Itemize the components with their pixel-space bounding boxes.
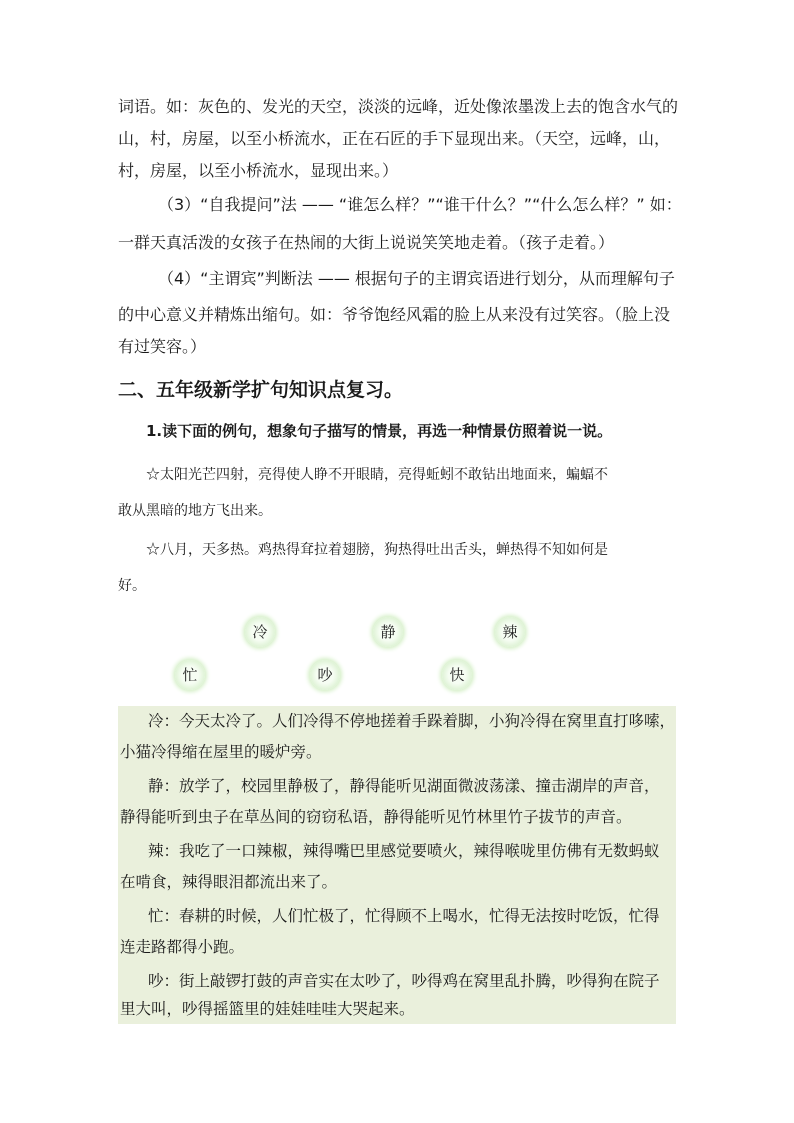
method4-line-1: （4）“主谓宾”判断法 —— 根据句子的主谓宾语进行划分，从而理解句子 [158,269,675,288]
bubble-spicy: 辣 [495,617,525,647]
answer-cold-line-2: 小猫冷得缩在屋里的暖炉旁。 [120,743,322,761]
method3-line-1: （3）“自我提问”法 —— “谁怎么样？”“谁干什么？”“什么怎么样？” 如： [158,195,682,214]
method4-line-2: 的中心意义并精炼出缩句。如：爷爷饱经风霜的脸上从来没有过笑容。（脸上没 [118,305,671,324]
section-title: 二、五年级新学扩句知识点复习。 [118,379,404,401]
task-instruction: 1.读下面的例句，想象句子描写的情景，再选一种情景仿照着说一说。 [146,422,613,440]
example-2-line-1: ☆八月，天多热。鸡热得耷拉着翅膀，狗热得吐出舌头，蝉热得不知如何是 [146,542,608,558]
answer-quiet-line-2: 静得能听到虫子在草丛间的窃窃私语，静得能听见竹林里竹子拔节的声音。 [120,808,632,826]
answer-busy-line-1: 忙：春耕的时候，人们忙极了，忙得顾不上喝水，忙得无法按时吃饭，忙得 [148,907,660,925]
method3-line-2: 一群天真活泼的女孩子在热闹的大街上说说笑笑地走着。（孩子走着。） [118,233,615,252]
example-2-line-2: 好。 [118,578,146,594]
answer-busy-line-2: 连走路都得小跑。 [120,938,245,956]
bubble-cold: 冷 [245,617,275,647]
intro-line-3: 村，房屋，以至小桥流水，显现出来。） [118,161,399,180]
bubble-noisy: 吵 [310,660,340,690]
intro-line-2: 山，村，房屋，以至小桥流水，正在石匠的手下显现出来。（天空，远峰，山， [118,129,671,148]
example-1-line-1: ☆太阳光芒四射，亮得使人睁不开眼睛，亮得蚯蚓不敢钻出地面来，蝙蝠不 [146,467,608,483]
bubble-quiet: 静 [373,617,403,647]
example-1-line-2: 敢从黑暗的地方飞出来。 [118,503,272,519]
answer-noisy-line-1: 吵：街上敲锣打鼓的声音实在太吵了，吵得鸡在窝里乱扑腾，吵得狗在院子 [148,972,660,990]
bubble-busy: 忙 [175,660,205,690]
answer-cold-line-1: 冷：今天太冷了。人们冷得不停地搓着手跺着脚，小狗冷得在窝里直打哆嗦， [148,712,676,730]
method4-line-3: 有过笑容。） [118,337,207,356]
answer-quiet-line-1: 静：放学了，校园里静极了，静得能听见湖面微波荡漾、撞击湖岸的声音， [148,777,660,795]
answer-spicy-line-1: 辣：我吃了一口辣椒，辣得嘴巴里感觉要喷火，辣得喉咙里仿佛有无数蚂蚁 [148,842,660,860]
answer-noisy-line-2: 里大叫，吵得摇篮里的娃娃哇哇大哭起来。 [120,1000,415,1018]
intro-line-1: 词语。如：灰色的、发光的天空，淡淡的远峰，近处像浓墨泼上去的饱含水气的 [118,97,679,116]
bubble-happy: 快 [442,660,472,690]
answer-spicy-line-2: 在啃食，辣得眼泪都流出来了。 [120,873,338,891]
